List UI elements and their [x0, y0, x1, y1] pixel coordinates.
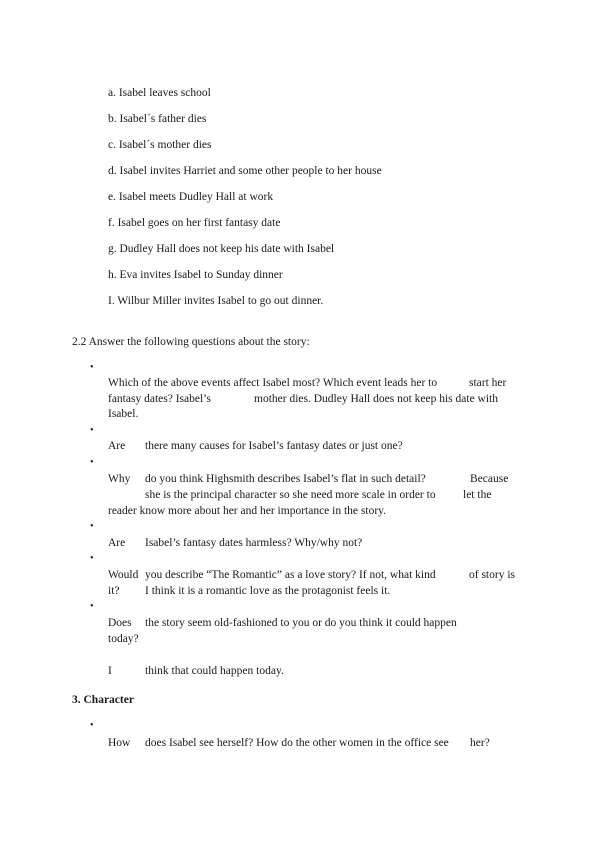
s3-q1-text: does Isabel see herself? How do the other women in the office see: [145, 737, 449, 749]
bullet-icon: •: [90, 553, 94, 564]
event-i: I. Wilbur Miller invites Isabel to go out dinner.: [108, 295, 324, 307]
event-g: g. Dudley Hall does not keep his date with Isabel: [108, 243, 335, 255]
q1-line2b: mother dies. Dudley Hall does not keep his date with: [254, 393, 499, 405]
event-a: a. Isabel leaves school: [108, 87, 211, 99]
event-f: f. Isabel goes on her first fantasy date: [108, 217, 281, 229]
bullet-icon: •: [90, 425, 94, 436]
event-d: d. Isabel invites Harriet and some other people to her house: [108, 165, 382, 177]
q5-text-end: of story is: [469, 569, 515, 581]
q1-line3: Isabel.: [108, 408, 139, 420]
q2-word: Are: [108, 440, 126, 452]
event-h: h. Eva invites Isabel to Sunday dinner: [108, 269, 283, 281]
bullet-icon: •: [90, 362, 94, 373]
q1-line1b: start her: [469, 377, 507, 389]
q5-text: you describe “The Romantic” as a love story? If not, what kind: [145, 569, 436, 581]
bullet-icon: •: [90, 457, 94, 468]
event-e: e. Isabel meets Dudley Hall at work: [108, 191, 274, 203]
s3-q1-end: her?: [470, 737, 490, 749]
q3-line2a: she is the principal character so she need more scale in order to: [145, 489, 436, 501]
q4-word: Are: [108, 537, 126, 549]
q5-line2a: it?: [108, 585, 120, 597]
q6-line2: today?: [108, 633, 139, 645]
event-c: c. Isabel´s mother dies: [108, 139, 212, 151]
section-2-2-heading: 2.2 Answer the following questions about the story:: [72, 336, 310, 348]
q6-answer-text: think that could happen today.: [145, 665, 284, 677]
q5-line2b: I think it is a romantic love as the protagonist feels it.: [145, 585, 391, 597]
q5-word: Would: [108, 569, 139, 581]
s3-q1-word: How: [108, 737, 131, 749]
q1-line1a: Which of the above events affect Isabel most? Which event leads her to: [108, 377, 438, 389]
section-3-heading: 3. Character: [72, 694, 134, 706]
q4-text: Isabel’s fantasy dates harmless? Why/why not?: [145, 537, 363, 549]
q6-text: the story seem old-fashioned to you or do you think it could happen: [145, 617, 457, 629]
q6-word: Does: [108, 617, 132, 629]
q3-text: do you think Highsmith describes Isabel’s flat in such detail?: [145, 473, 426, 485]
event-b: b. Isabel´s father dies: [108, 113, 207, 125]
q1-line2a: fantasy dates? Isabel’s: [108, 393, 211, 405]
q3-line3: reader know more about her and her importance in the story.: [108, 505, 387, 517]
q3-line2b: let the: [463, 489, 492, 501]
q3-because: Because: [470, 473, 509, 485]
q6-answer-word: I: [108, 665, 112, 677]
q3-word: Why: [108, 473, 131, 485]
bullet-icon: •: [90, 720, 94, 731]
bullet-icon: •: [90, 601, 94, 612]
bullet-icon: •: [90, 521, 94, 532]
q2-text: there many causes for Isabel’s fantasy dates or just one?: [145, 440, 403, 452]
